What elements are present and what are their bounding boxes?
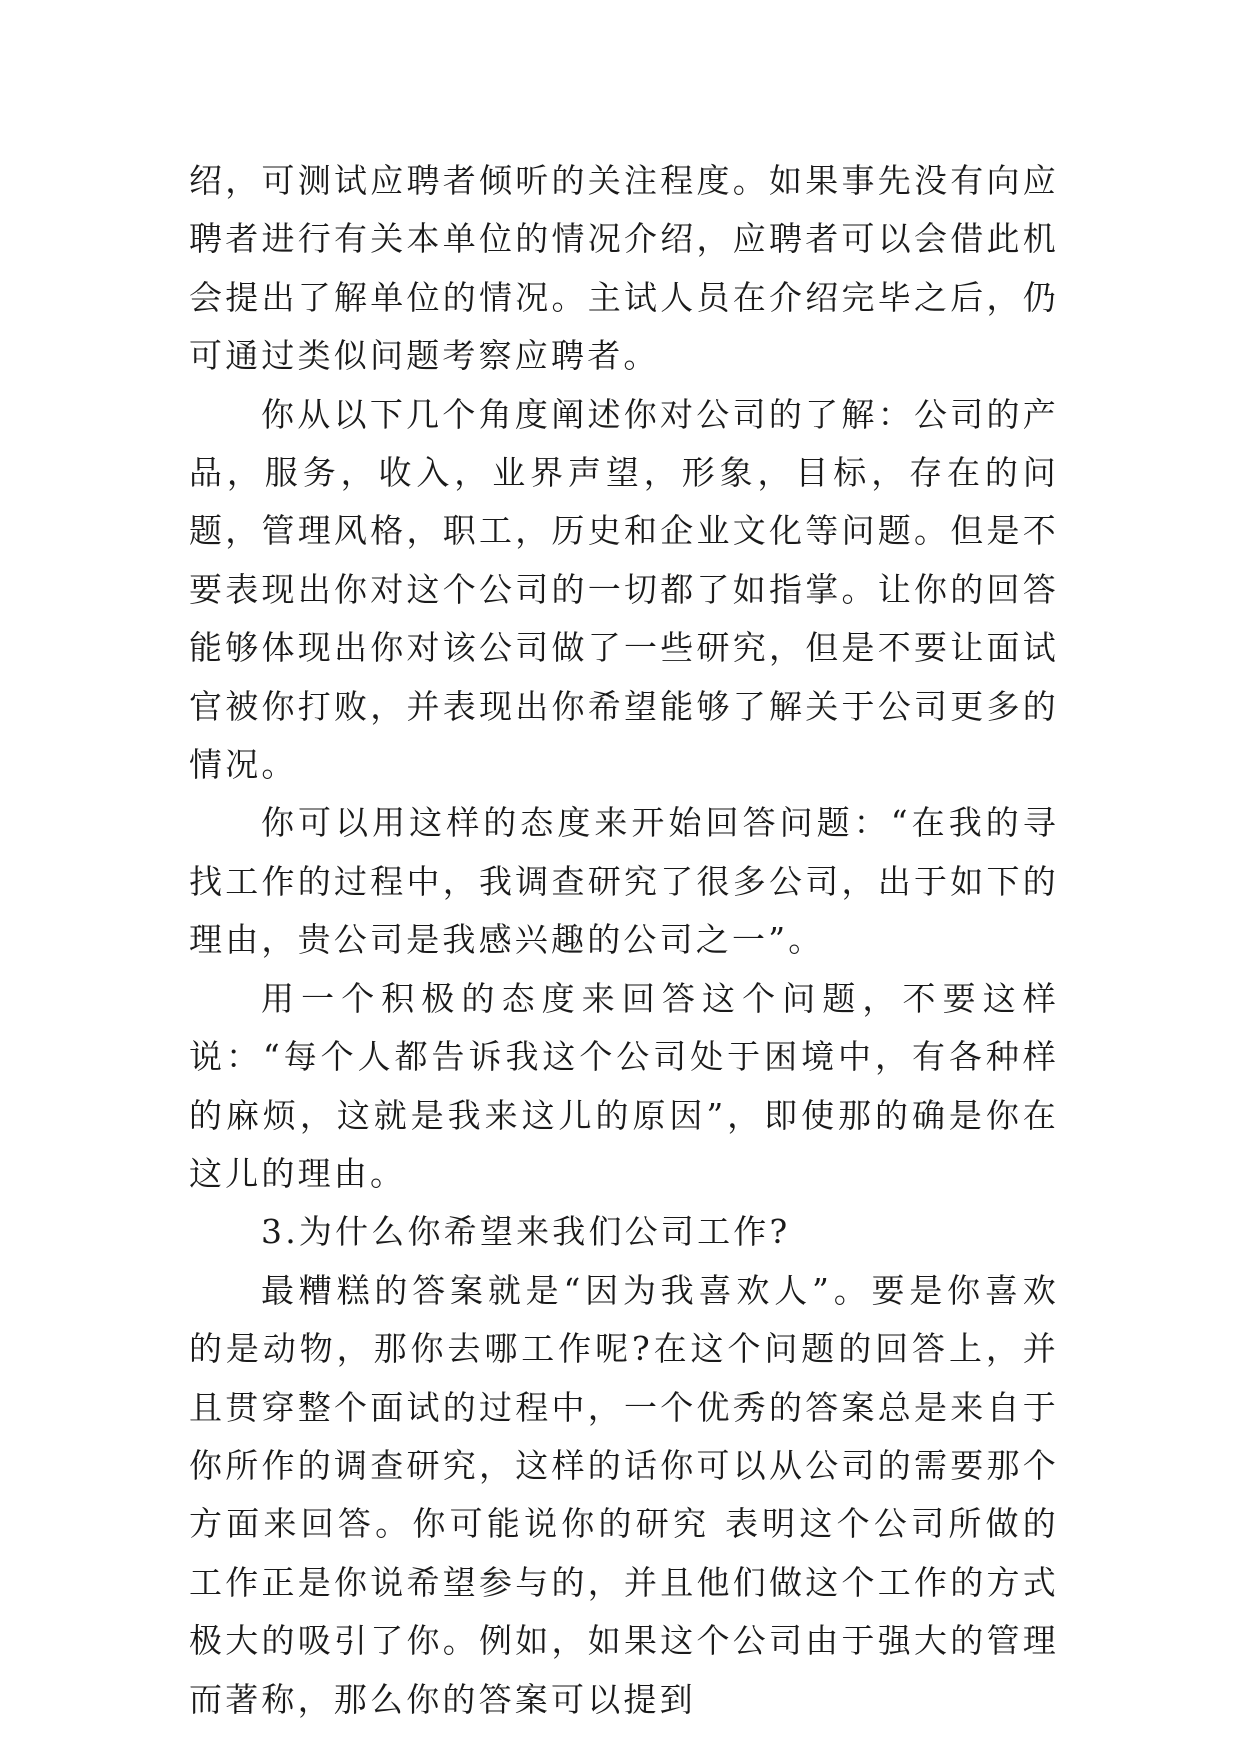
paragraph-3: 你可以用这样的态度来开始回答问题：“在我的寻找工作的过程中，我调查研究了很多公司，出于如下的理由，贵公司是我感兴趣的公司之一”。 [189, 803, 1059, 960]
document-body [189, 152, 1059, 1729]
paragraph-1: 绍，可测试应聘者倾听的关注程度。如果事先没有向应聘者进行有关本单位的情况介绍，应聘者可以会借此机会提出了解单位的情况。主试人员在介绍完毕之后，仍可通过类似问题考察应聘者。 [189, 161, 1059, 376]
paragraph-5: 最糟糕的答案就是“因为我喜欢人”。要是你喜欢的是动物，那你去哪工作呢?在这个问题的回答上，并且贯穿整个面试的过程中，一个优秀的答案总是来自于你所作的调查研究，这样的话你可以从公司的需要那个方面来回答。你可能说你的研究 表明这个公司所做的工作正是你说希望参与的，并且他们做这个工作的方式极大的吸引了你。例如，如果这个公司由于强大的管理而著称，那么你的答案可以提到 [189, 1270, 1059, 1719]
section-heading-question-3: 3.为什么你希望来我们公司工作? [261, 1212, 791, 1252]
paragraph-2: 你从以下几个角度阐述你对公司的了解：公司的产品，服务，收入，业界声望，形象，目标，存在的问题，管理风格，职工，历史和企业文化等问题。但是不要表现出你对这个公司的一切都了如指掌。让你的回答能够体现出你对该公司做了一些研究，但是不要让面试官被你打败，并表现出你希望能够了解关于公司更多的情况。 [189, 394, 1059, 785]
paragraph-4: 用一个积极的态度来回答这个问题，不要这样说：“每个人都告诉我这个公司处于困境中，有各种样的麻烦，这就是我来这儿的原因”，即使那的确是你在这儿的理由。 [189, 978, 1059, 1193]
